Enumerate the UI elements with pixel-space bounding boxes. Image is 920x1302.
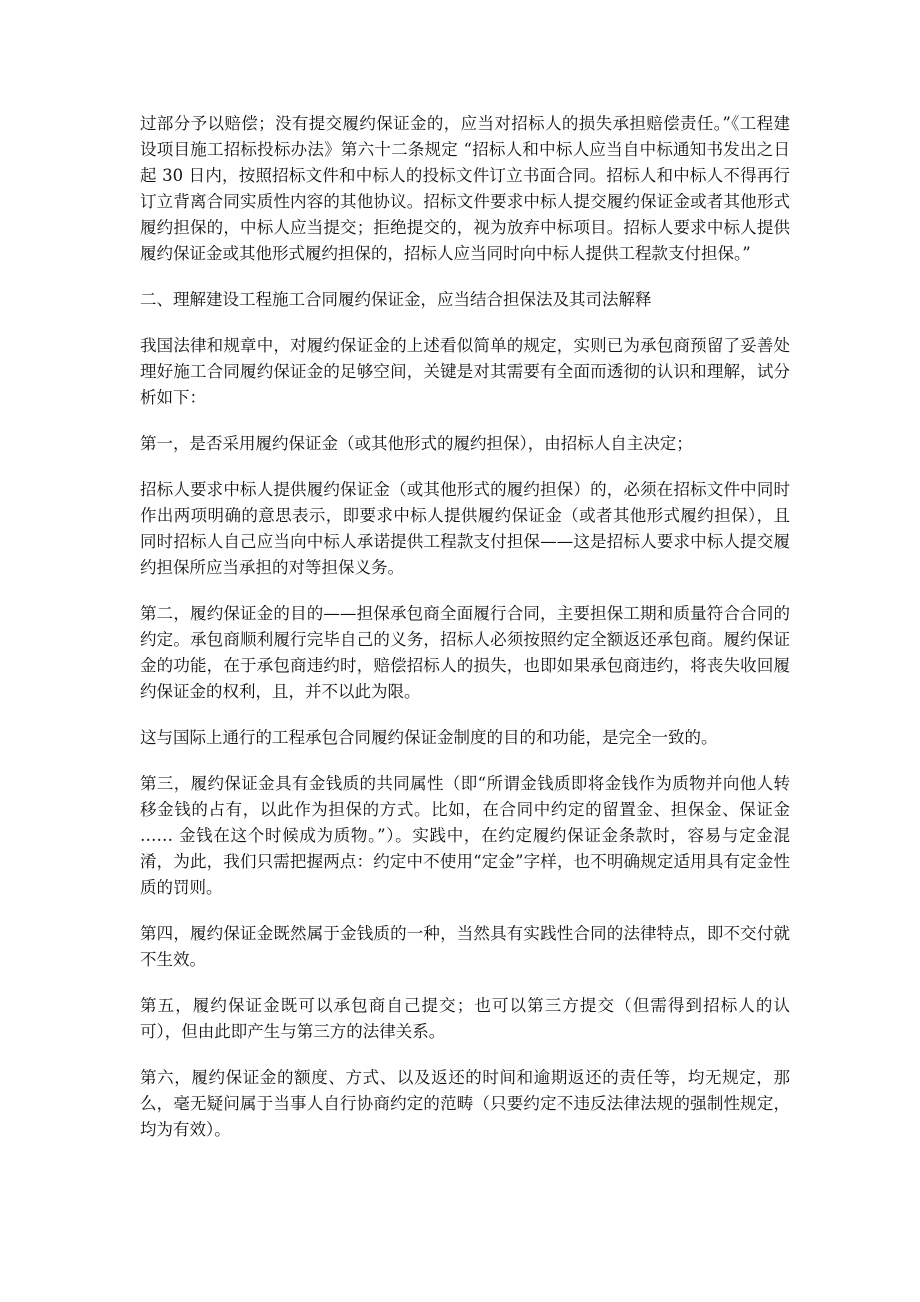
paragraph: 第三，履约保证金具有金钱质的共同属性（即“所谓金钱质即将金钱作为质物并向他人转移金钱的占有，以此作为担保的方式。比如，在合同中约定的留置金、担保金、保证金 …… 金钱在这个时候成为质物。”）。实践中，在约定履约保证金条款时，容易与定金混淆，为此，我们只需把握两点：约定中不使用“定金”字样，也不明确规定适用具有定金性质的罚则。: [140, 774, 790, 897]
paragraph: 招标人要求中标人提供履约保证金（或其他形式的履约担保）的，必须在招标文件中同时作出两项明确的意思表示，即要求中标人提供履约保证金（或者其他形式履约担保），且同时招标人自己应当向中标人承诺提供工程款支付担保——这是招标人要求中标人提交履约担保所应当承担的对等担保义务。: [140, 480, 790, 577]
paragraph: 第六，履约保证金的额度、方式、以及返还的时间和逾期返还的责任等，均无规定，那么，毫无疑问属于当事人自行协商约定的范畴（只要约定不违反法律法规的强制性规定，均为有效）。: [140, 1068, 790, 1139]
paragraph: 我国法律和规章中，对履约保证金的上述看似简单的规定，实则已为承包商预留了妥善处理好施工合同履约保证金的足够空间，关键是对其需要有全面而透彻的认识和理解，试分析如下：: [140, 336, 790, 407]
section-heading: 二、理解建设工程施工合同履约保证金，应当结合担保法及其司法解释: [140, 290, 652, 309]
paragraph: 第二，履约保证金的目的——担保承包商全面履行合同，主要担保工期和质量符合合同的约定。承包商顺利履行完毕自己的义务，招标人必须按照约定全额返还承包商。履约保证金的功能，在于承包商违约时，赔偿招标人的损失，也即如果承包商违约，将丧失收回履约保证金的权利，且，并不以此为限。: [140, 604, 790, 701]
paragraph: 过部分予以赔偿；没有提交履约保证金的，应当对招标人的损失承担赔偿责任。”《工程建设项目施工招标投标办法》第六十二条规定 “招标人和中标人应当自中标通知书发出之日起 30 日内，按照招标文件和中标人的投标文件订立书面合同。招标人和中标人不得再行订立背离合同实质性内容的其他协议。招标文件要求中标人提交履约保证金或者其他形式履约担保的，中标人应当提交；拒绝提交的，视为放弃中标项目。招标人要求中标人提供履约保证金或其他形式履约担保的，招标人应当同时向中标人提供工程款支付担保。”: [140, 114, 790, 263]
paragraph: 第四，履约保证金既然属于金钱质的一种，当然具有实践性合同的法律特点，即不交付就不生效。: [140, 924, 790, 969]
paragraph: 第五，履约保证金既可以承包商自己提交；也可以第三方提交（但需得到招标人的认可），但由此即产生与第三方的法律关系。: [140, 996, 790, 1041]
paragraph: 第一，是否采用履约保证金（或其他形式的履约担保），由招标人自主决定；: [140, 434, 693, 453]
paragraph: 这与国际上通行的工程承包合同履约保证金制度的目的和功能，是完全一致的。: [140, 728, 718, 747]
